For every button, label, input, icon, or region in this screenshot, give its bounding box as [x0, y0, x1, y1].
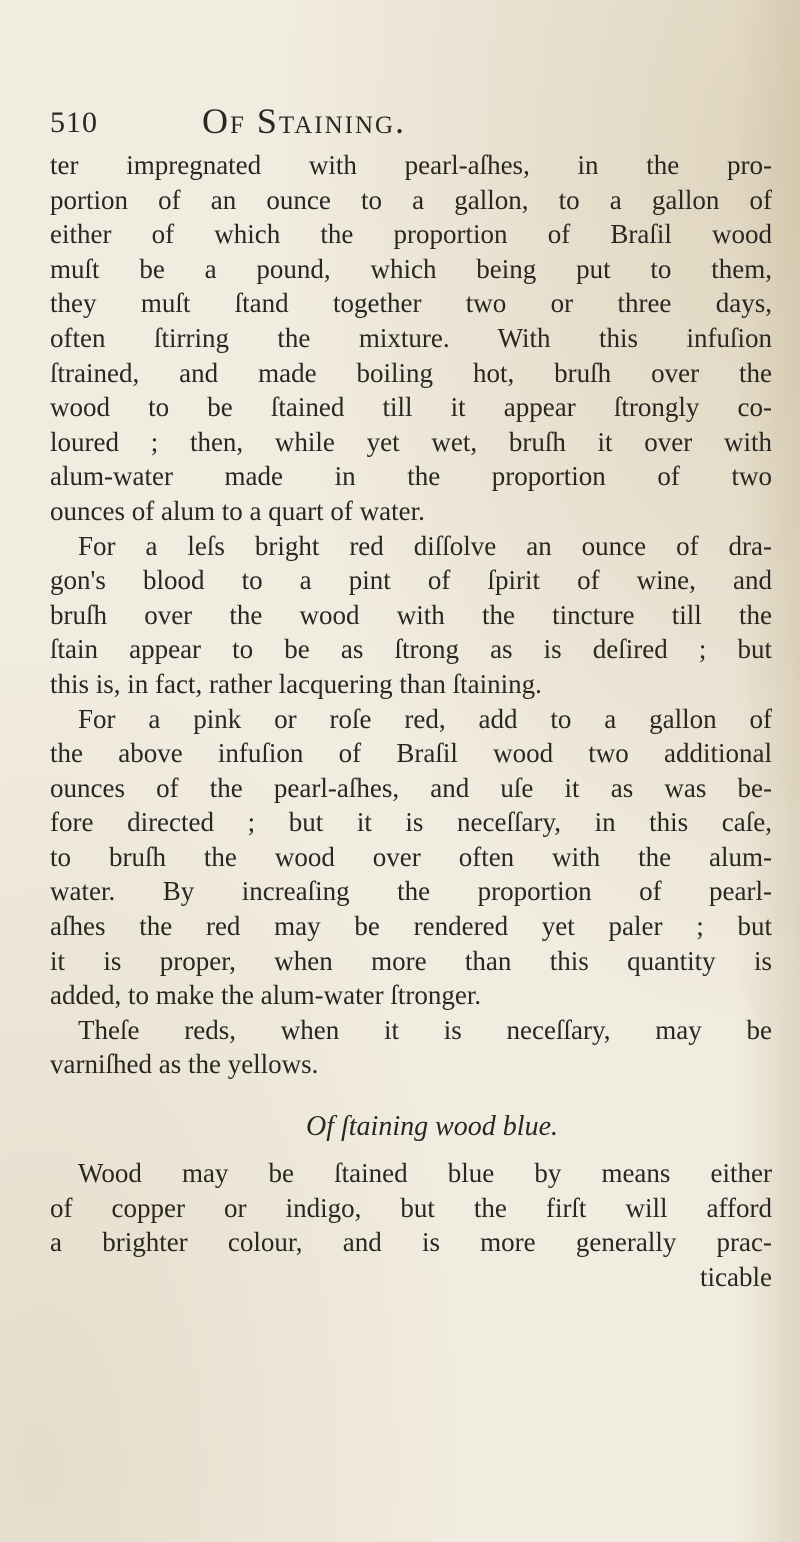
text-line: For a leſs bright red diſſolve an ounce of dra- [78, 530, 772, 561]
text-line: wood to be ſtained till it appear ſtrongly co- [50, 392, 772, 423]
text-line: often ſtirring the mixture. With this infuſion [50, 322, 772, 353]
text-line: water. By increaſing the proportion of pearl- [50, 876, 772, 907]
running-head [50, 100, 770, 150]
text-line: For a pink or roſe red, add to a gallon of [78, 703, 772, 734]
text-line: ſtrained, and made boiling hot, bruſh over the [50, 357, 772, 388]
section-heading: Of ſtaining wood blue. [306, 1111, 558, 1143]
text-line: Theſe reds, when it is neceſſary, may be [78, 1014, 772, 1045]
paragraph-3 [50, 702, 772, 1013]
text-line: muſt be a pound, which being put to them, [50, 253, 772, 284]
text-line: gon's blood to a pint of ſpirit of wine, and [50, 565, 772, 596]
text-line: ſtain appear to be as ſtrong as is deſired ; but [50, 634, 772, 665]
paragraph-1 [50, 148, 772, 529]
text-line: the above infuſion of Braſil wood two additional [50, 738, 772, 769]
text-line: portion of an ounce to a gallon, to a gallon of [50, 184, 772, 215]
catchword: ticable [700, 1261, 772, 1292]
text-line: fore directed ; but it is neceſſary, in this caſe, [50, 807, 772, 838]
text-line: of copper or indigo, but the firſt will afford [50, 1192, 772, 1223]
text-line: this is, in fact, rather lacquering than ſtaining. [50, 668, 542, 699]
running-title: Of Staining. [202, 101, 407, 141]
page-number: 510 [50, 106, 98, 139]
text-line: to bruſh the wood over often with the alum- [50, 841, 772, 872]
text-line: Wood may be ſtained blue by means either [78, 1158, 772, 1189]
text-line: aſhes the red may be rendered yet paler ; but [50, 911, 772, 942]
text-line: ter impregnated with pearl-aſhes, in the pro- [50, 150, 772, 180]
text-line: they muſt ſtand together two or three days, [50, 288, 772, 319]
text-line: alum-water made in the proportion of two [50, 461, 772, 492]
text-line: added, to make the alum-water ſtronger. [50, 980, 482, 1011]
paragraph-4 [50, 1013, 772, 1082]
text-line: either of which the proportion of Braſil wood [50, 219, 772, 250]
body-text [50, 148, 772, 1294]
section-paragraph [50, 1156, 772, 1294]
text-line: loured ; then, while yet wet, bruſh it over with [50, 426, 772, 457]
text-line: bruſh over the wood with the tincture till the [50, 599, 772, 630]
text-line: ounces of the pearl-aſhes, and uſe it as was be- [50, 772, 772, 803]
paragraph-2 [50, 529, 772, 702]
text-line: varniſhed as the yellows. [50, 1049, 319, 1080]
text-line: it is proper, when more than this quantity is [50, 945, 772, 976]
text-line: ounces of alum to a quart of water. [50, 495, 425, 526]
text-line: a brighter colour, and is more generally prac- [50, 1227, 772, 1258]
